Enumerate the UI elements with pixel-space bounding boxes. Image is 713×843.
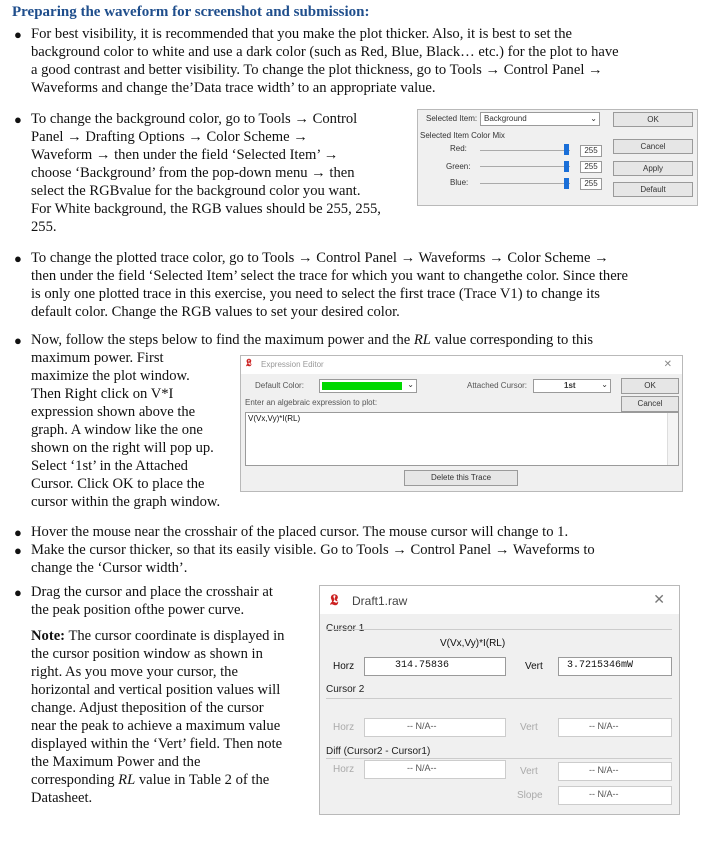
- text-line: The cursor coordinate is displayed in: [68, 628, 285, 644]
- apply-button[interactable]: Apply: [613, 161, 693, 176]
- chevron-down-icon: ⌄: [590, 114, 597, 123]
- expression-textarea[interactable]: [245, 412, 679, 466]
- attached-cursor-dropdown[interactable]: [533, 379, 611, 393]
- bullet-dot: ●: [14, 251, 22, 266]
- cursor2-label: Cursor 2: [326, 684, 365, 695]
- text-line: shown on the right will pop up.: [31, 440, 214, 456]
- text-line: 255.: [31, 219, 57, 235]
- cancel-button[interactable]: Cancel: [621, 396, 679, 412]
- diff-vert-value: -- N/A--: [589, 765, 619, 775]
- text-line: expression shown above the: [31, 404, 196, 420]
- text-line: Then Right click on V*I: [31, 386, 174, 402]
- attached-cursor-label: Attached Cursor:: [467, 381, 528, 390]
- blue-label: Blue:: [450, 178, 469, 187]
- red-slider-thumb[interactable]: [564, 144, 569, 155]
- text-line: the Maximum Power and the: [31, 754, 201, 770]
- scrollbar[interactable]: [667, 413, 678, 465]
- diff-horz-label: Horz: [333, 764, 355, 775]
- text-line: Datasheet.: [31, 790, 93, 806]
- note-paragraph: [31, 627, 311, 807]
- cursor2-vert-field: [558, 718, 672, 737]
- color-scheme-dialog: [417, 109, 698, 206]
- diff-label: Diff (Cursor2 - Cursor1): [326, 746, 431, 757]
- text-line: the peak position ofthe power curve.: [31, 602, 245, 618]
- c2-vert-label: Vert: [520, 722, 538, 733]
- text-line: value corresponding to this: [434, 332, 594, 348]
- horz-label: Horz: [333, 661, 355, 672]
- bullet-dot: ●: [14, 543, 22, 558]
- para-find-max-power: [31, 331, 696, 349]
- green-slider-thumb[interactable]: [564, 161, 569, 172]
- color-mix-label: Selected Item Color Mix: [420, 131, 505, 140]
- text-line: change the ‘Cursor width’.: [31, 560, 188, 576]
- text-line: Make the cursor thicker, so that its easily visible. Go to Tools → Control Panel → Waveforms to: [31, 542, 595, 558]
- c2-vert-value: -- N/A--: [589, 721, 619, 731]
- text-line: Select ‘1st’ in the Attached: [31, 458, 188, 474]
- green-label: Green:: [446, 162, 471, 171]
- text-line: near the peak to achieve a maximum value: [31, 718, 281, 734]
- vert-value: 3.7215346mW: [567, 660, 634, 671]
- rl-symbol: RL: [118, 772, 136, 788]
- text-line: horizontal and vertical position values will: [31, 682, 281, 698]
- ltspice-logo-icon: 𝕷: [330, 592, 339, 609]
- selected-item-dropdown[interactable]: [480, 112, 600, 126]
- cursor2-horz-field: [364, 718, 506, 737]
- blue-slider-track[interactable]: [480, 183, 570, 184]
- cursor1-expression: V(Vx,Vy)*I(RL): [440, 638, 506, 649]
- chevron-down-icon: ⌄: [601, 380, 608, 389]
- section-title: Preparing the waveform for screenshot and submission:: [12, 4, 370, 20]
- para-find-max-power-cont: [31, 349, 237, 511]
- close-icon[interactable]: ✕: [663, 359, 672, 370]
- horz-value: 314.75836: [395, 660, 450, 671]
- chevron-down-icon: ⌄: [407, 380, 414, 389]
- text-line: Panel → Drafting Options → Color Scheme →: [31, 129, 308, 145]
- slope-field: [558, 786, 672, 805]
- close-icon[interactable]: ✕: [653, 591, 665, 607]
- default-color-label: Default Color:: [255, 381, 304, 390]
- bullet-dot: ●: [14, 525, 22, 540]
- diff-horz-value: -- N/A--: [407, 763, 437, 773]
- text-line: change. Adjust theposition of the cursor: [31, 700, 264, 716]
- default-button[interactable]: Default: [613, 182, 693, 197]
- text-line: select the RGBvalue for the background color you want.: [31, 183, 361, 199]
- text-line: To change the plotted trace color, go to Tools → Control Panel → Waveforms → Color Scheme →: [31, 250, 609, 266]
- text-line: Cursor. Click OK to place the: [31, 476, 205, 492]
- text-line: right. As you move your cursor, the: [31, 664, 238, 680]
- expression-label: Enter an algebraic expression to plot:: [245, 398, 378, 407]
- bullet-dot: ●: [14, 112, 22, 127]
- text-line: value in Table 2 of the: [138, 772, 270, 788]
- expression-editor-window: [240, 355, 683, 492]
- slope-label: Slope: [517, 790, 543, 801]
- bullet-dot: ●: [14, 585, 22, 600]
- diff-vert-field: [558, 762, 672, 781]
- text-line: Waveform → then under the field ‘Selected Item’ →: [31, 147, 339, 163]
- red-slider-track[interactable]: [480, 150, 570, 151]
- divider: [326, 698, 672, 699]
- note-label: Note:: [31, 628, 66, 644]
- selected-item-value: Background: [484, 114, 527, 123]
- ok-button[interactable]: OK: [613, 112, 693, 127]
- text-line: Drag the cursor and place the crosshair at: [31, 584, 273, 600]
- text-line: background color to white and use a dark color (such as Red, Blue, Black… etc.) for the plot to have: [31, 44, 619, 60]
- cancel-button[interactable]: Cancel: [613, 139, 693, 154]
- attached-cursor-value: 1st: [564, 381, 576, 390]
- para-cursor-width: [31, 541, 696, 577]
- text-line: To change the background color, go to Tools → Control: [31, 111, 358, 127]
- text-line: displayed within the ‘Vert’ field. Then note: [31, 736, 283, 752]
- cursor1-vert-field[interactable]: [558, 657, 672, 676]
- text-line: a good contrast and better visibility. To change the plot thickness, go to Tools → Control Panel →: [31, 62, 603, 78]
- c2-horz-value: -- N/A--: [407, 721, 437, 731]
- blue-slider-thumb[interactable]: [564, 178, 569, 189]
- text-line: corresponding: [31, 772, 115, 788]
- default-color-dropdown[interactable]: [319, 379, 417, 393]
- text-line: choose ‘Background’ from the pop-down menu → then: [31, 165, 355, 181]
- text-line: graph. A window like the one: [31, 422, 203, 438]
- para-background-color: [31, 110, 413, 236]
- text-line: For best visibility, it is recommended that you make the plot thicker. Also, it is best to set the: [31, 26, 572, 42]
- para-hover-cursor: Hover the mouse near the crosshair of the placed cursor. The mouse cursor will change to 1.: [31, 524, 569, 540]
- ok-button[interactable]: OK: [621, 378, 679, 394]
- diff-horz-field: [364, 760, 506, 779]
- divider: [326, 629, 672, 630]
- red-value-input[interactable]: 255: [580, 145, 602, 157]
- rl-symbol: RL: [413, 332, 431, 348]
- expression-text: V(Vx,Vy)*I(RL): [248, 414, 301, 423]
- para-drag-cursor: [31, 583, 311, 619]
- vert-label: Vert: [525, 661, 543, 672]
- text-line: maximum power. First: [31, 350, 164, 366]
- c2-horz-label: Horz: [333, 722, 355, 733]
- slope-value: -- N/A--: [589, 789, 619, 799]
- cursor1-horz-field[interactable]: [364, 657, 506, 676]
- text-line: then under the field ‘Selected Item’ select the trace for which you want to changethe color. Since there: [31, 268, 629, 284]
- text-line: is only one plotted trace in this exercise, you need to select the first trace (Trace V1) to change its: [31, 286, 600, 302]
- para-trace-color: [31, 249, 696, 321]
- selected-item-label: Selected Item:: [426, 114, 478, 123]
- green-slider-track[interactable]: [480, 166, 570, 167]
- blue-value-input[interactable]: 255: [580, 178, 602, 190]
- diff-vert-label: Vert: [520, 766, 538, 777]
- ltspice-logo-icon: 𝕷: [246, 358, 252, 369]
- window-title: Expression Editor: [261, 360, 324, 369]
- delete-trace-button[interactable]: Delete this Trace: [404, 470, 518, 486]
- para-plot-thickness: [31, 25, 696, 97]
- text-line: cursor within the graph window.: [31, 494, 221, 510]
- text-line: default color. Change the RGB values to set your desired color.: [31, 304, 400, 320]
- cursor-position-window: [319, 585, 680, 815]
- bullet-dot: ●: [14, 27, 22, 42]
- text-line: the cursor position window as shown in: [31, 646, 263, 662]
- window-title: Draft1.raw: [352, 594, 408, 608]
- text-line: Waveforms and change the’Data trace width’ to an appropriate value.: [31, 80, 436, 96]
- divider: [326, 758, 672, 759]
- green-value-input[interactable]: 255: [580, 161, 602, 173]
- text-line: Now, follow the steps below to find the maximum power and the: [31, 332, 411, 348]
- red-label: Red:: [450, 144, 467, 153]
- text-line: maximize the plot window.: [31, 368, 190, 384]
- color-swatch: [322, 382, 402, 390]
- text-line: For White background, the RGB values should be 255, 255,: [31, 201, 381, 217]
- bullet-dot: ●: [14, 333, 22, 348]
